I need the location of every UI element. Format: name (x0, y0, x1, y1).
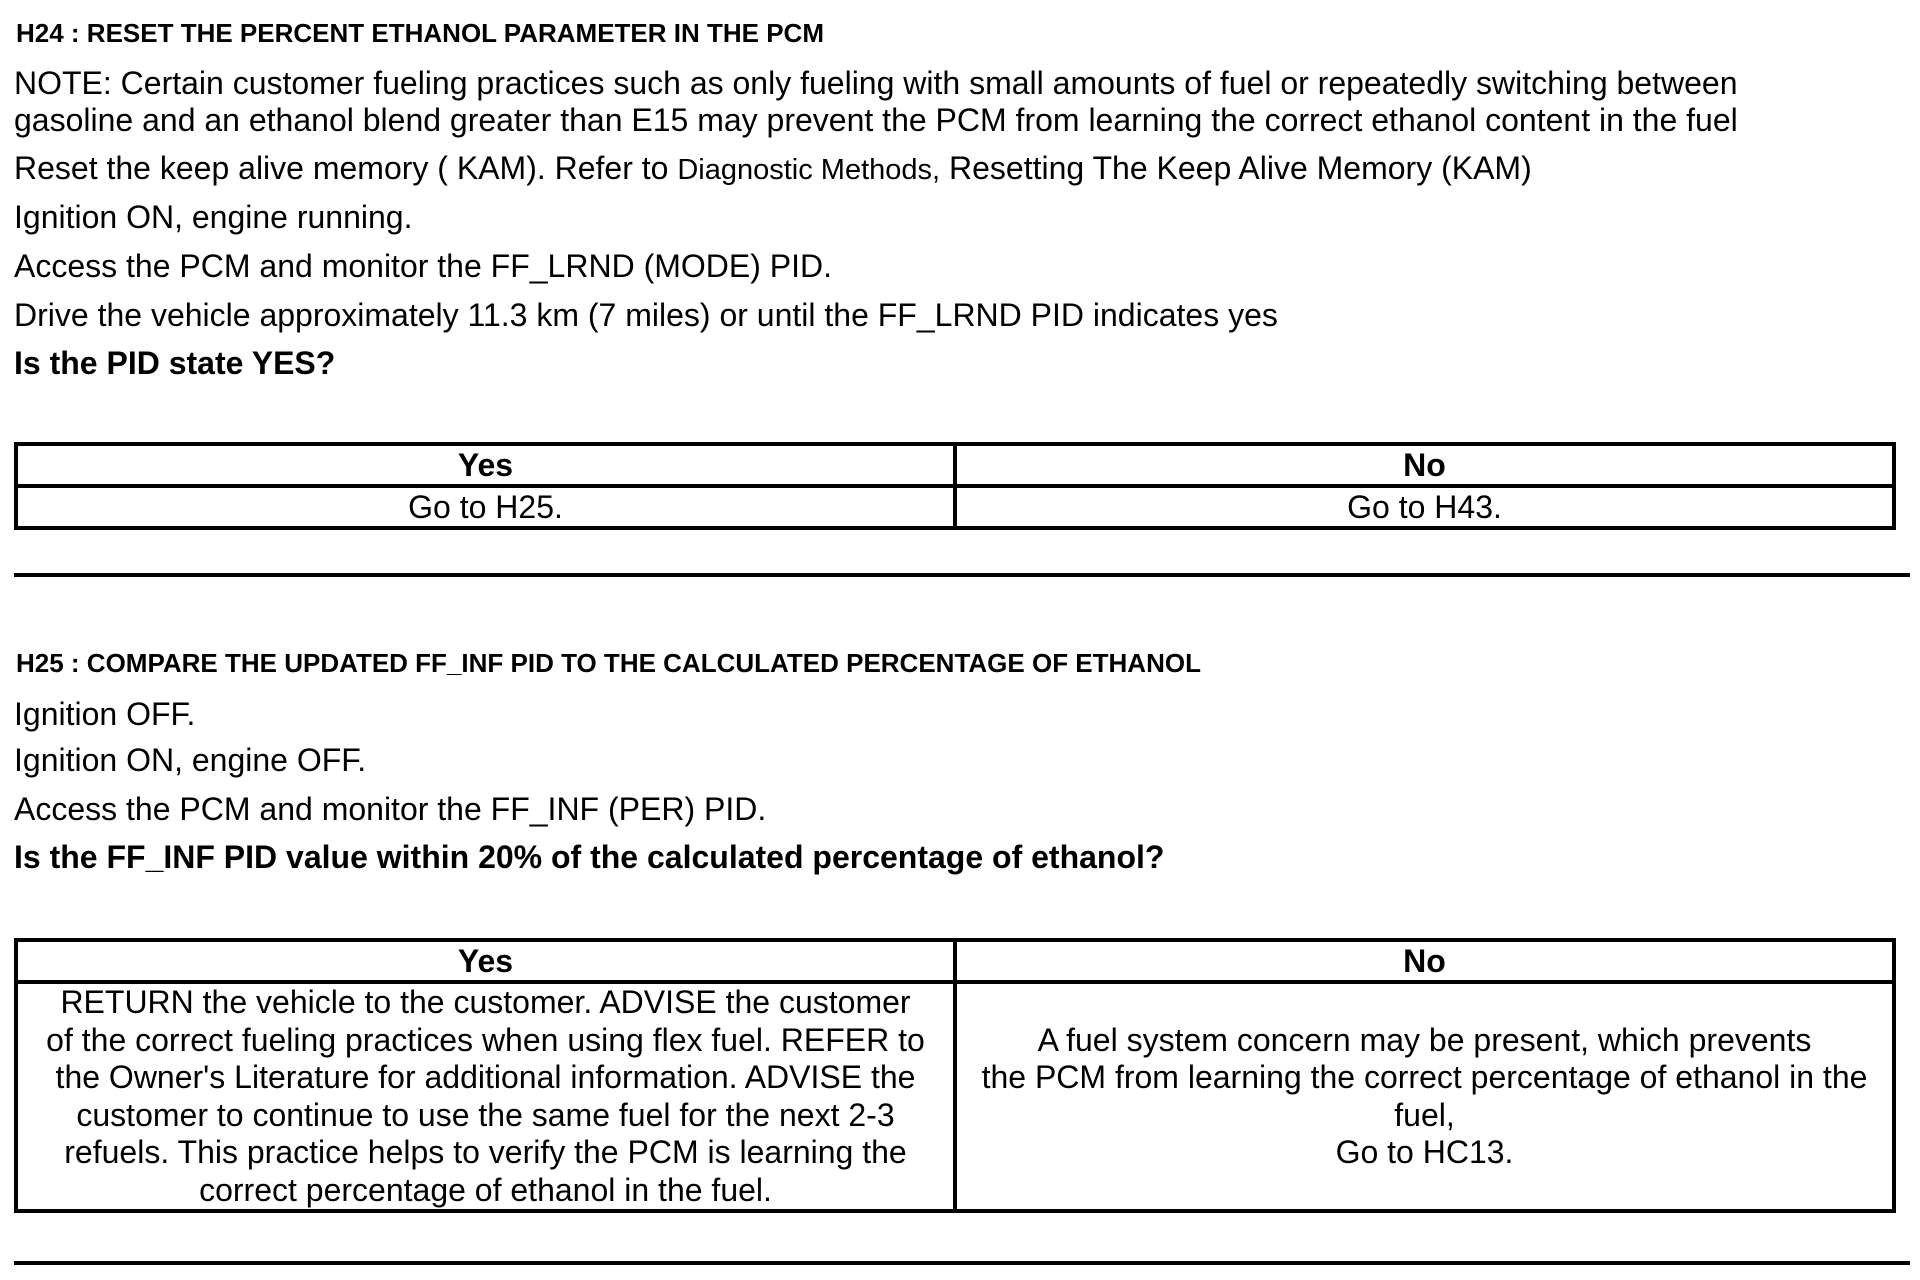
yes-action-line: of the correct fueling practices when using flex fuel. REFER to (46, 1021, 925, 1058)
yes-action-line: the Owner's Literature for additional information. ADVISE the (55, 1059, 916, 1095)
go-to-hc13-link[interactable]: Go to HC13. (1335, 1134, 1514, 1170)
kam-line-prefix: Reset the keep alive memory ( KAM). Refer to (14, 150, 678, 186)
diagnostic-methods-link[interactable]: Diagnostic Methods, (677, 154, 941, 186)
no-header: No (955, 444, 1894, 486)
note-line: NOTE: Certain customer fueling practices such as only fueling with small amounts of fuel or repeatedly switching between (14, 65, 1738, 101)
yes-action-go-to-h25[interactable]: Go to H25. (16, 486, 955, 528)
no-header: No (955, 940, 1894, 982)
no-action-fuel-system-concern (955, 982, 1894, 1211)
yes-action-return-vehicle (16, 982, 955, 1211)
yes-header: Yes (16, 940, 955, 982)
step-h24-note (14, 65, 1894, 139)
yes-header: Yes (16, 444, 955, 486)
instruction-ignition-on-running: Ignition ON, engine running. (14, 199, 413, 235)
instruction-drive-vehicle: Drive the vehicle approximately 11.3 km (7 miles) or until the FF_LRND PID indicates yes (14, 297, 1278, 333)
step-h24-result-table (14, 442, 1896, 530)
no-action-line: A fuel system concern may be present, which prevents (1037, 1021, 1812, 1058)
kam-line-suffix: Resetting The Keep Alive Memory (KAM) (940, 150, 1532, 186)
yes-action-line: RETURN the vehicle to the customer. ADVISE the customer (60, 984, 911, 1020)
section-divider (14, 1261, 1910, 1265)
step-h25-question: Is the FF_INF PID value within 20% of the calculated percentage of ethanol? (14, 839, 1165, 875)
no-action-go-to-h43[interactable]: Go to H43. (955, 486, 1894, 528)
instruction-ignition-on-engine-off: Ignition ON, engine OFF. (14, 742, 367, 778)
note-line: gasoline and an ethanol blend greater than E15 may prevent the PCM from learning the correct ethanol content in the fuel (14, 102, 1738, 138)
no-action-line: fuel, (1394, 1096, 1455, 1133)
step-h25-result-table (14, 938, 1896, 1213)
step-h24-question: Is the PID state YES? (14, 345, 336, 381)
instruction-monitor-ff-inf: Access the PCM and monitor the FF_INF (PER) PID. (14, 791, 767, 827)
instruction-ignition-off: Ignition OFF. (14, 696, 196, 732)
yes-action-line: refuels. This practice helps to verify the PCM is learning the (64, 1134, 907, 1170)
instruction-monitor-ff-lrnd: Access the PCM and monitor the FF_LRND (MODE) PID. (14, 248, 832, 284)
section-divider (14, 573, 1910, 577)
step-h24-heading: H24 : RESET THE PERCENT ETHANOL PARAMETER IN THE PCM (16, 18, 824, 48)
yes-action-line: correct percentage of ethanol in the fuel. (199, 1171, 772, 1208)
no-action-line: the PCM from learning the correct percentage of ethanol in the (981, 1059, 1868, 1095)
step-h25-heading: H25 : COMPARE THE UPDATED FF_INF PID TO THE CALCULATED PERCENTAGE OF ETHANOL (16, 648, 1201, 678)
yes-action-line: customer to continue to use the same fuel for the next 2-3 (76, 1096, 895, 1133)
kam-reset-instruction (14, 150, 1532, 189)
